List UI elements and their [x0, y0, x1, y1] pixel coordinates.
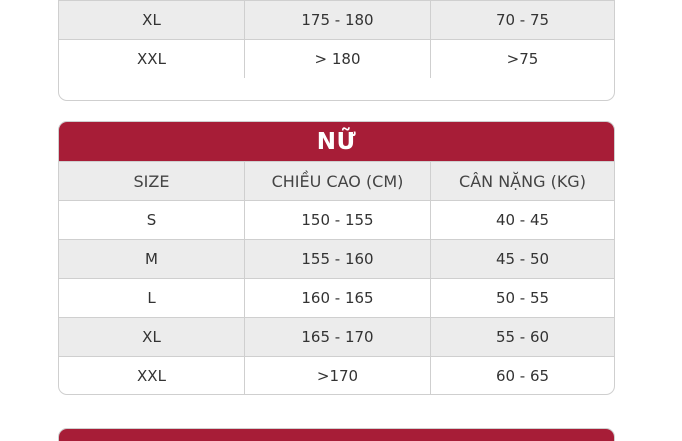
table-title-bar: [59, 429, 614, 441]
table-row: [59, 0, 614, 39]
weight-cell: 45 - 50: [495, 250, 550, 268]
table-title: NỮ: [59, 122, 614, 161]
size-cell: M: [59, 240, 245, 278]
size-cell: XL: [59, 1, 245, 39]
height-cell: 150 - 155: [245, 201, 431, 239]
column-header-weight: CÂN NẶNG (KG): [459, 171, 586, 191]
weight-cell: >75: [506, 50, 539, 68]
column-header-height: CHIỀU CAO (CM): [245, 162, 431, 200]
table-row: [59, 317, 614, 356]
table-row: [59, 278, 614, 317]
weight-cell: 70 - 75: [495, 11, 550, 29]
height-cell: 155 - 160: [245, 240, 431, 278]
size-table-women: [58, 121, 615, 395]
height-cell: 160 - 165: [245, 279, 431, 317]
size-table-previous: [58, 0, 615, 101]
weight-cell: 55 - 60: [495, 328, 550, 346]
size-cell: L: [59, 279, 245, 317]
weight-cell: 50 - 55: [495, 289, 550, 307]
size-cell: XXL: [59, 40, 245, 78]
weight-cell: 40 - 45: [495, 211, 550, 229]
size-cell: XXL: [59, 357, 245, 395]
table-row: [59, 200, 614, 239]
height-cell: >170: [245, 357, 431, 395]
table-row: [59, 39, 614, 78]
height-cell: 175 - 180: [245, 1, 431, 39]
height-cell: 165 - 170: [245, 318, 431, 356]
table-row: [59, 356, 614, 395]
size-cell: S: [59, 201, 245, 239]
height-cell: > 180: [245, 40, 431, 78]
size-table-next: [58, 428, 615, 441]
column-header-row: [59, 161, 614, 200]
table-row: [59, 239, 614, 278]
column-header-size: SIZE: [59, 162, 245, 200]
size-cell: XL: [59, 318, 245, 356]
weight-cell: 60 - 65: [495, 367, 550, 385]
